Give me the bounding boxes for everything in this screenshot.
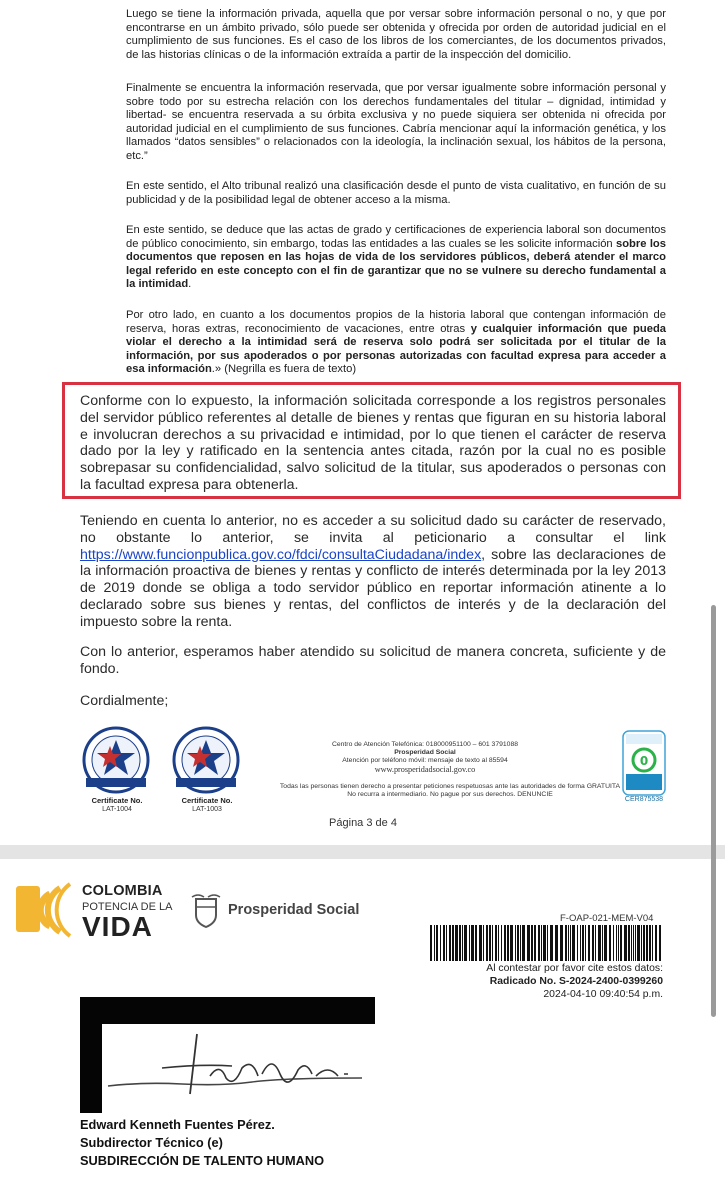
page-number: Página 3 de 4 [329,817,397,829]
paragraph-labor-history: Por otro lado, en cuanto a los documentos propios de la historia laboral que contengan información de reserva, horas extras, reconocimiento de vacaciones, entre otras y cualquier información que pueda violar el derecho a la intimidad será de reserva solo podrá ser solicitada por el titular de la información, por sus apoderados o por personas autorizadas con facultad expresa para acceder a esa información.» (Negrilla es fuera de texto) [126,309,666,376]
cert1-number: LAT-1004 [102,806,132,813]
svg-text:0: 0 [639,754,649,768]
contact-org: Prosperidad Social [394,749,456,757]
logo-colombia-text: COLOMBIA [82,883,163,899]
paragraph-closing-statement: Con lo anterior, esperamos haber atendido su solicitud de manera concreta, suficiente y de fondo. [80,644,666,677]
contact-phone: Centro de Atención Telefónica: 018000951100 – 601 3791088 [331,741,519,748]
certification-seal-icon [80,726,152,796]
signature-area [102,1024,375,1113]
signer-title: Subdirector Técnico (e) [80,1135,223,1150]
handwritten-signature-icon [102,1024,375,1113]
radicado-datetime: 2024-04-10 09:40:54 p.m. [543,989,663,1000]
signer-name: Edward Kenneth Fuentes Pérez. [80,1117,275,1132]
funcionpublica-link[interactable]: https://www.funcionpublica.gov.co/fdci/consultaCiudadana/index [80,546,482,563]
page-separator [0,845,725,859]
paragraph-conclusion-highlighted: Conforme con lo expuesto, la información solicitada corresponde a los registros personales del servidor público referentes al detalle de bienes y rentas que figuran en su historia laboral e involucran derechos a su privacidad e intimidad, por lo que tienen el carácter de reserva dado por la ley y ratificado en la sentencia antes citada, razón por la cual no es posible sobrepasar su confidencialidad, salvo solicitud de la titular, sus apoderados o personas con la facultad expresa para obtenerla. [80,393,666,493]
closing-salutation: Cordialmente; [80,693,169,709]
paragraph-reserved-info: Finalmente se encuentra la información reservada, que por versar igualmente sobre información personal y sobre todo por su estrecha relación con los derechos fundamentales del titular – dignidad, intimidad y libertad- se encuentra reservada a su órbita exclusiva y no puede siquiera ser obtenida ni ofrecida por autoridad judicial en el cumplimiento de sus funciones. Cabría mencionar aquí la información genética, y los llamados “datos sensibles” o relacionados con la ideología, la inclinación sexual, los hábitos de la persona, etc.” [126,82,666,162]
cite-instruction: Al contestar por favor cite estos datos: [486,963,663,974]
colombia-potencia-logo-icon [14,880,78,938]
certification-seal-icon [170,726,242,796]
contact-sms: Atención por teléfono móvil: mensaje de texto al 85594 [342,757,508,765]
footer-notice-1: Todas las personas tienen derecho a presentar peticiones respetuosas ante las autoridades de forma GRATUITA [279,783,621,790]
paragraph-consult-link: Teniendo en cuenta lo anterior, no es acceder a su solicitud dado su carácter de reservado, no obstante lo anterior, se invita al peticionario a consultar el link https://www.funcionpublica.gov.co/fdci/consultaCiudadana/index, sobre las declaraciones de la información proactiva de bienes y rentas y conflicto de interés determinada por la ley 2013 de 2019 donde se obliga a todo servidor público en reportar información atinente a lo declarado sobre sus bienes y rentas, del conflictos de interés y de la declaración del impuesto sobre la renta. [80,513,666,630]
paragraph-private-info: Luego se tiene la información privada, aquella que por versar sobre información personal o no, y que por encontrarse en un ámbito privado, sólo puede ser obtenida y ofrecida por orden de autoridad judicial en el cumplimiento de sus funciones. Es el caso de los libros de los comerciantes, de los documentos privados, de las historias clínicas o de la información extraída a partir de la inspección del domicilio. [126,8,666,61]
radicado-number: Radicado No. S-2024-2400-0399260 [489,976,663,987]
cert2-title: Certificate No. [181,796,233,805]
cert2-number: LAT-1003 [192,806,222,813]
coat-of-arms-icon [190,893,222,929]
logo-potencia-text: POTENCIA DE LA [82,901,173,913]
form-code: F-OAP-021-MEM-V04 [560,913,654,924]
paragraph-classification: En este sentido, el Alto tribunal realizó una clasificación desde el punto de vista cualitativo, en función de su publicidad y de la posibilidad legal de obtener acceso a la misma. [126,180,666,206]
basura-cero-badge-icon [622,730,666,796]
green-code: CER875538 [624,796,664,803]
footer-contact-block [290,741,560,774]
footer-notice-2: No recurra a intermediario. No pague por sus derechos. DENUNCIE [347,791,553,799]
scrollbar-thumb[interactable] [711,605,716,1017]
logo-vida-text: VIDA [82,911,153,942]
paragraph-certificates: En este sentido, se deduce que las actas de grado y certificaciones de experiencia laboral son documentos de público conocimiento, sin embargo, todas las entidades a las cuales se les solicite información sobre los documentos que reposen en las hojas de vida de los servidores públicos, deberá atender el marco legal referido en este concepto con el fin de garantizar que no se vulnere su derecho fundamental a la intimidad. [126,224,666,291]
cert1-title: Certificate No. [91,796,143,805]
barcode-icon [430,925,663,961]
footer-notice [240,783,660,799]
logo-prosperidad-social: Prosperidad Social [228,902,360,918]
contact-web: www.prosperidadsocial.gov.co [374,764,476,774]
signer-department: SUBDIRECCIÓN DE TALENTO HUMANO [80,1153,325,1168]
